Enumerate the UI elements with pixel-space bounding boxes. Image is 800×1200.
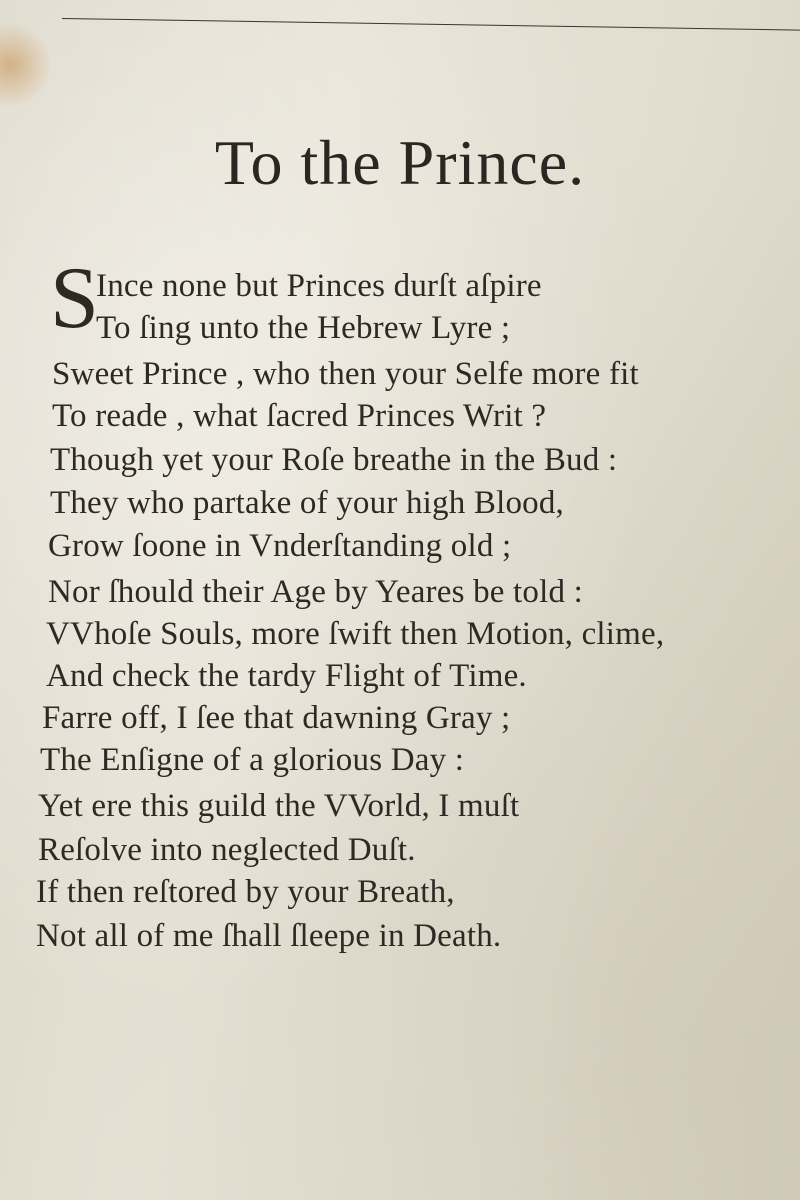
poem-line: Sweet Prince , who then your Selfe more fit — [52, 356, 639, 392]
poem-line: VVhoſe Souls, more ſwift then Motion, clime, — [46, 616, 665, 652]
poem-line: To ſing unto the Hebrew Lyre ; — [96, 310, 511, 346]
drop-cap: S — [50, 250, 99, 347]
poem-line: And check the tardy Flight of Time. — [46, 658, 527, 694]
poem-line: To reade , what ſacred Princes Writ ? — [52, 398, 547, 434]
poem-line: The Enſigne of a glorious Day : — [40, 742, 465, 778]
poem-line: Though yet your Roſe breathe in the Bud : — [50, 442, 618, 478]
poem-line: Nor ſhould their Age by Yeares be told : — [48, 574, 584, 610]
poem-line: Farre off, I ſee that dawning Gray ; — [42, 700, 511, 736]
poem-line: Grow ſoone in Vnderſtanding old ; — [48, 528, 512, 564]
page-title: To the Prince. — [214, 127, 586, 198]
poem-line: Not all of me ſhall ſleepe in Death. — [36, 918, 502, 954]
poem-line: They who partake of your high Blood, — [50, 485, 565, 521]
poem-line: Ince none but Princes durſt aſpire — [96, 268, 542, 304]
poem-line: If then reſtored by your Breath, — [36, 874, 455, 910]
poem-line: Reſolve into neglected Duſt. — [38, 832, 416, 868]
poem-line: Yet ere this guild the VVorld, I muſt — [38, 788, 520, 824]
